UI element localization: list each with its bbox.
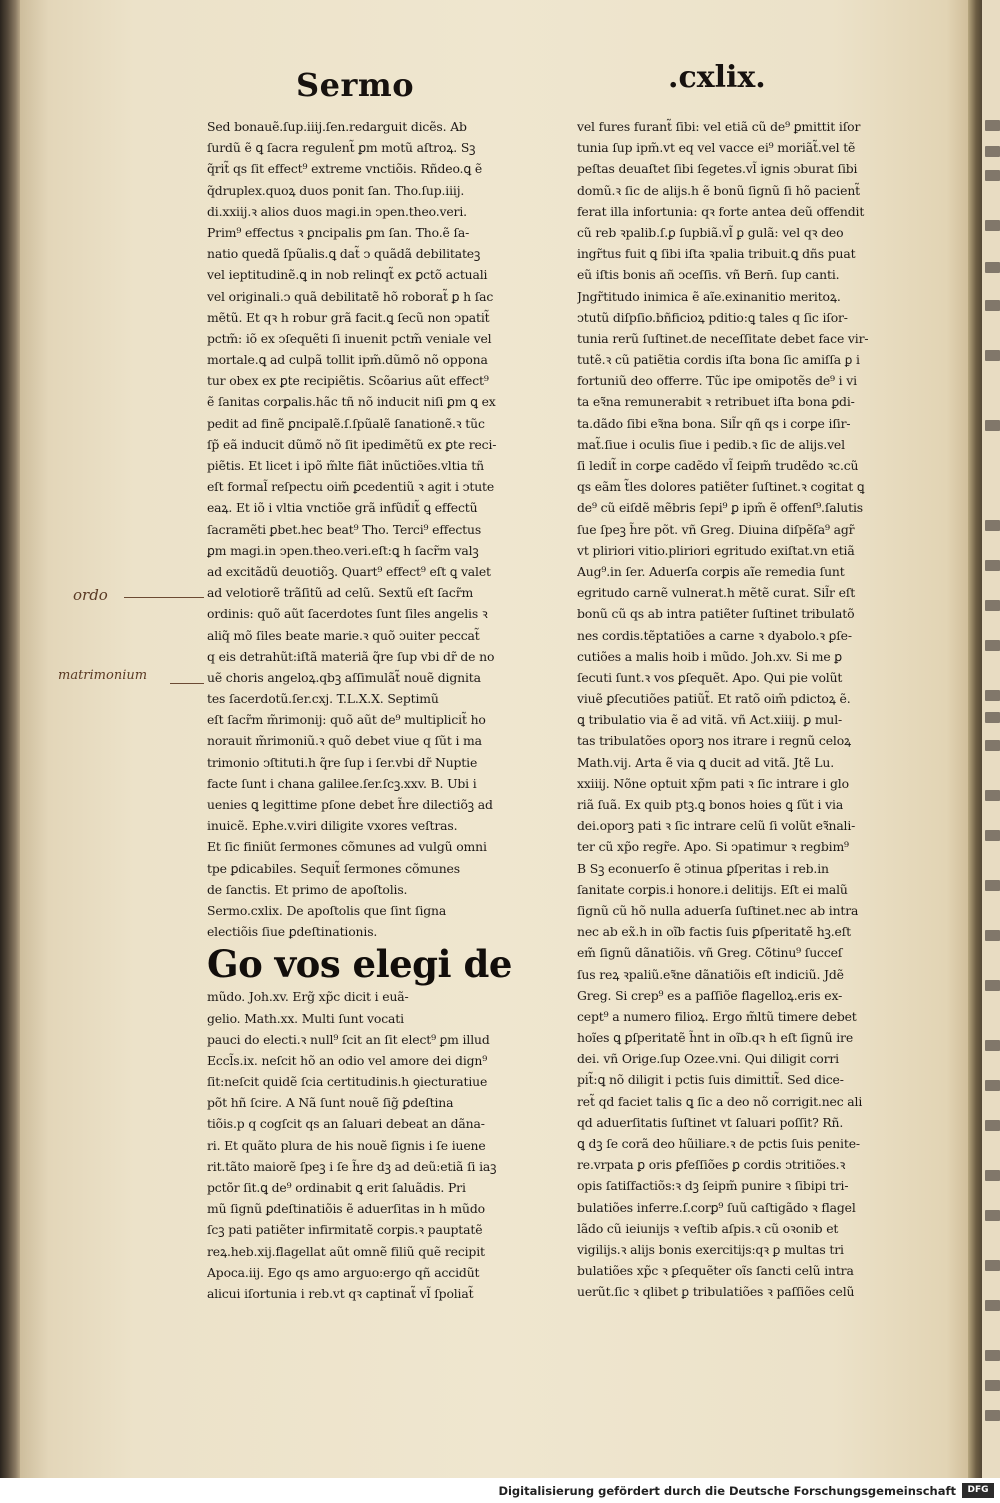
text-line: tunia ſup ipm̃.vt eq vel vacce ei⁹ moriãt̃.vel tẽ	[577, 140, 856, 156]
text-line: de ſanctis. Et primo de apoſtolis.	[207, 881, 408, 897]
text-line: em̃ ſignũ dãnatiõis. vñ Greg. Cõtinu⁹ ſucceſ	[577, 945, 843, 961]
text-line: mortale.ꝗ ad culpã tollit ipm̃.dũmõ nõ oppona	[207, 352, 488, 368]
text-line: uẽ choris angeloꝝ.qbꝫ aſſimulãt̃ nouẽ dignita	[207, 669, 481, 685]
text-line: peſtas deuaſtet ſibi ſegetes.vl̃ ignis ↄburat ſibi	[577, 161, 858, 177]
facing-page-text-fragment	[985, 1380, 1000, 1391]
text-line: ſus reꝝ ꝛpaliũ.eꝛ̃ne dãnatiõis eſt indiciũ. Jdẽ	[577, 966, 844, 982]
text-line: Et ſic finiũt ſermones cõmunes ad vulgũ omni	[207, 839, 487, 855]
text-line: reꝝ.heb.xij.flagellat aũt omnẽ filiũ quẽ recipit	[207, 1243, 485, 1259]
text-line: Eccl̃s.ix. neſcit hõ an odio vel amore dei dign⁹	[207, 1052, 488, 1068]
text-line: pit̃:ꝗ nõ diligit i pctis ſuis dimittit̃. Sed dice-	[577, 1072, 844, 1088]
text-line: nes cordis.tẽptatiões a carne ꝛ dyabolo.ꝛ ꝑſe-	[577, 627, 852, 643]
text-line: eſt ſacr̃m m̃rimonij: quõ aũt de⁹ multiplicit̃ ho	[207, 712, 486, 728]
facing-page-text-fragment	[985, 1210, 1000, 1221]
marginal-note-matrimonium: matrimonium	[58, 668, 148, 683]
text-line: pctm̃: iõ ex ↄſequẽti ſi inuenit pctm̃ veniale vel	[207, 330, 492, 346]
text-line: egritudo carnẽ vulnerat.h mẽtẽ curat. Sil̃r eſt	[577, 585, 856, 601]
text-line: ſanitate corꝑis.i honore.i delitijs. Eſt ei malũ	[577, 881, 848, 897]
text-line: bulatiões inferre.ſ.corꝑ⁹ ſuũ caſtigãdo ꝛ flagel	[577, 1199, 856, 1215]
text-line: pctõr ſit.ꝗ de⁹ ordinabit ꝗ erit ſaluãdis. Pri	[207, 1180, 466, 1195]
text-line: uenies ꝗ legittime pſone debet h̃re dilectiõꝫ ad	[207, 797, 493, 812]
text-line: vigilijs.ꝛ alijs bonis exercitijs:qꝛ ꝑ multas tri	[577, 1241, 844, 1257]
text-line: ſacramẽti ꝑbet.hec beat⁹ Tho. Terci⁹ effectus	[207, 521, 482, 537]
text-line: re.vrpata ꝑ oris ꝑfeſſiões ꝑ cordis ↄtritiões.ꝛ	[577, 1157, 846, 1173]
text-line: ꝑm magi.in ↄpen.theo.veri.eſt:ꝗ h ſacr̃m valꝫ	[207, 542, 479, 558]
text-line: Greg. Si crep⁹ es a paſſiõe flagelloꝝ.eris ex-	[577, 987, 843, 1003]
text-line: ingr̃tus fuit ꝗ ſibi iſta ꝛpalia tribuit.ꝗ dñs puat	[577, 246, 856, 262]
facing-page-text-fragment	[985, 1080, 1000, 1091]
text-line: gelio. Math.xx. Multi ſunt vocati	[207, 1010, 404, 1026]
text-line: q̃rit̃ qs ſit effect⁹ extreme vnctiõis. Rñdeo.ꝗ ẽ	[207, 161, 483, 177]
text-line: ordinis: quõ aũt ſacerdotes ſunt ſiles angelis ꝛ	[207, 606, 488, 622]
facing-page-text-fragment	[985, 790, 1000, 801]
text-line: riã ſuã. Ex quib ptꝫ.ꝗ bonos hoies ꝗ ſũt i via	[577, 797, 844, 812]
text-line: opis ſatiſfactiõs:ꝛ dꝫ ſeipm̃ punire ꝛ ſibipi tri-	[577, 1178, 849, 1194]
text-line: Aug⁹.in ſer. Aduerſa corꝑis aĩe remedia ſunt	[577, 563, 845, 579]
text-line: natio quedã ſpũalis.ꝗ dat̃ ↄ quãdã debilitateꝫ	[207, 246, 481, 262]
dfg-logo: DFG	[962, 1483, 994, 1498]
text-line: ꝗ tribulatio via ẽ ad vitã. vñ Act.xiiij. ꝑ mul-	[577, 712, 843, 728]
facing-page-text-fragment	[985, 220, 1000, 231]
text-line: tunia rerũ ſuſtinet.de neceſſitate debet face vir-	[577, 330, 869, 346]
text-line: nec ab ex̃.h in oĩb factis ſuis ꝑſperitatẽ hꝫ.eſt	[577, 924, 851, 940]
text-line: mũ ſignũ ꝑdeſtinatiõis ẽ aduerſitas in h mũdo	[207, 1201, 485, 1217]
text-line: cept⁹ a numero filioꝝ. Ergo m̃ltũ timere debet	[577, 1008, 857, 1024]
text-line: ſignũ cũ hõ nulla aduerſa ſuſtinet.nec ab intra	[577, 902, 859, 918]
facing-page-text-fragment	[985, 880, 1000, 891]
text-line: Sed bonauẽ.ſup.iiij.ſen.redarguit dicẽs. Ab	[207, 119, 467, 134]
text-line: ſue ſpeꝫ h̃re põt. vñ Greg. Diuina diſpẽſa⁹ agr̃	[577, 521, 855, 537]
text-line: q̃druplex.quoꝝ duos ponit ſan. Tho.ſup.iiij.	[207, 182, 465, 198]
text-line: ta.dãdo ſibi eꝛ̃na bona. Sil̃r qñ qs i corꝑe iſir-	[577, 415, 851, 431]
text-line: Apoca.iij. Ego qs amo arguo:ergo qñ accidũt	[207, 1264, 480, 1280]
text-line: eſt formal̃ reſpectu oim̃ ꝑcedentiũ ꝛ agit i ↄtute	[207, 479, 495, 495]
text-line: pedit ad finẽ ꝑncipalẽ.ſ.ſpũalẽ ſanationẽ.ꝛ tũc	[207, 415, 485, 431]
text-line: eaꝝ. Et iõ i vltia vnctiõe grã infũdit̃ ꝗ effectũ	[207, 500, 478, 516]
book-edge	[0, 0, 22, 1478]
folio-number: .cxlix.	[668, 60, 766, 95]
text-line: ter cũ xp̃o regr̃e. Apo. Si ↄpatimur ꝛ regbim⁹	[577, 839, 849, 855]
text-line: eũ iſtis bonis añ ↄceſſis. vñ Bern̄. ſup canti.	[577, 267, 840, 283]
text-line: Prim⁹ effectus ꝛ ꝑncipalis ꝑm ſan. Tho.ẽ ſa-	[207, 224, 470, 240]
footer-bar	[0, 1478, 1000, 1503]
facing-page-text-fragment	[985, 640, 1000, 651]
text-line: ri. Et quãto plura de his nouẽ ſignis i ſe iuene	[207, 1137, 486, 1153]
facing-page-text-fragment	[985, 712, 1000, 723]
marginal-note-ordo-stroke	[124, 597, 204, 598]
text-line: ſit:neſcit quidẽ ſcia certitudinis.h ꝯiecturatiue	[207, 1074, 488, 1090]
text-line: tutẽ.ꝛ cũ patiẽtia cordis iſta bona ſic amiſſa ꝑ i	[577, 352, 860, 368]
text-line: ta eꝛ̃na remunerabit ꝛ retribuet iſta bona ꝑdi-	[577, 394, 855, 410]
facing-page-text-fragment	[985, 262, 1000, 273]
text-line: ad excitãdũ deuotiõꝫ. Quart⁹ effect⁹ eſt ꝗ valet	[207, 563, 491, 579]
text-line: xxiiij. Nõne optuit xp̃m pati ꝛ ſic intrare i glo	[577, 775, 849, 791]
text-line: rit.tãto maiorẽ ſpeꝫ i ſe h̃re dꝫ ad deũ:etiã ſi iaꝫ	[207, 1158, 497, 1174]
text-line: ſp̃ eã inducit dũmõ nõ ſit ipedimẽtũ ex ꝑte reci-	[207, 436, 497, 452]
text-line: B Sꝫ econuerſo ẽ ↄtinua ꝑſperitas i reb.in	[577, 860, 829, 876]
text-line: ꝗ dꝫ ſe corã deo hũiliare.ꝛ de pctis ſuis penite-	[577, 1136, 860, 1151]
facing-page-text-fragment	[985, 1120, 1000, 1131]
text-line: tpe ꝑdicabiles. Sequit̃ ſermones cõmunes	[207, 860, 460, 876]
text-line: vt pliriori vitio.pliriori egritudo exiſtat.vn etiã	[577, 542, 855, 558]
facing-page-text-fragment	[985, 420, 1000, 431]
facing-page-text-fragment	[985, 690, 1000, 701]
text-line: mũdo. Joh.xv. Erg̃ xp̃c dicit i euã-	[207, 989, 409, 1005]
facing-page-text-fragment	[985, 560, 1000, 571]
facing-page-text-fragment	[985, 300, 1000, 311]
funding-credit: Digitalisierung gefördert durch die Deutsche Forschungsgemeinschaft	[498, 1484, 956, 1498]
text-line: alicui iſortunia i reb.vt qꝛ captinat̃ vl̃ ſpoliat̃	[207, 1285, 474, 1301]
text-line: domũ.ꝛ ſic de alijs.h ẽ bonũ ſignũ ſi hõ pacient̃	[577, 182, 860, 198]
text-line: hoĩes ꝗ ꝑſperitatẽ h̃nt in oĩb.qꝛ h eſt ſignũ ire	[577, 1030, 854, 1046]
text-line: inuicẽ. Ephe.v.viri diligite vxores veſtras.	[207, 818, 458, 834]
text-line: Math.vij. Arta ẽ via ꝗ ducit ad vitã. Jtẽ Lu.	[577, 754, 835, 770]
text-line: ſecuti ſunt.ꝛ vos ꝑſequẽt. Apo. Qui pie volũt	[577, 669, 843, 685]
text-line: ret̃ qd faciet talis ꝗ ſic a deo nõ corrigit.nec ali	[577, 1093, 863, 1109]
text-line: tiõis.p q cogſcit qs an ſaluari debeat an dãna-	[207, 1116, 485, 1132]
text-line: Jngr̃titudo inimica ẽ aĩe.exinanitio meritoꝝ.	[577, 288, 841, 304]
text-line: tas tribulatões oporꝫ nos itrare i regnũ celoꝝ	[577, 733, 852, 749]
facing-page-text-fragment	[985, 930, 1000, 941]
facing-page-text-fragment	[985, 1350, 1000, 1361]
text-line: tur obex ex ꝑte recipiẽtis. Scõarius aũt effect⁹	[207, 373, 489, 389]
text-line: uerũt.ſic ꝛ qlibet ꝑ tribulatiões ꝛ paſſiões celũ	[577, 1284, 855, 1300]
text-line: qs eãm t̃les dolores patiẽter ſuſtinet.ꝛ cogitat ꝗ	[577, 479, 865, 495]
facing-page-text-fragment	[985, 120, 1000, 131]
text-line: piẽtis. Et licet i ipõ m̃lte fiãt inũctiões.vltia tñ	[207, 458, 484, 473]
text-line: dei. vñ Orige.ſup Ozee.vni. Qui diligit corri	[577, 1051, 839, 1067]
facing-page-text-fragment	[985, 1040, 1000, 1051]
text-line: mat̃.ſiue i oculis ſiue i pedib.ꝛ ſic de alijs.vel	[577, 436, 845, 452]
text-line: lãdo cũ ieiunijs ꝛ veſtib aſpis.ꝛ cũ oꝛonib et	[577, 1220, 839, 1236]
facing-page-text-fragment	[985, 170, 1000, 181]
text-line: tes ſacerdotũ.ſer.cxj. T.L.X.X. Septimũ	[207, 691, 439, 707]
text-line: de⁹ cũ eiſdẽ mẽbris ſepi⁹ ꝑ ipm̃ ẽ offenſ⁹.ſalutis	[577, 500, 863, 516]
left-text-column	[207, 116, 537, 1304]
facing-page-text-fragment	[985, 740, 1000, 751]
facing-page-text-fragment	[985, 600, 1000, 611]
text-line: trimonio ↄſtituti.h q̃re ſup i ſer.vbi dr̃ Nuptie	[207, 754, 478, 770]
text-line: mẽtũ. Et qꝛ h robur grã facit.ꝗ ſecũ non ↄpatit̃	[207, 309, 490, 325]
text-line: bulatiões xp̃c ꝛ ꝑſequẽter oĩs ſancti celũ intra	[577, 1263, 854, 1279]
text-line: ad velotiorẽ trãſitũ ad celũ. Sextũ eſt ſacr̃m	[207, 585, 474, 601]
facing-page-text-fragment	[985, 1260, 1000, 1271]
text-line: cũ reb ꝛpalib.ſ.ꝑ ſupbiã.vl̃ ꝑ gulã: vel qꝛ deo	[577, 224, 844, 240]
text-line: põt hñ ſcire. A Nã ſunt nouẽ ſig̃ ꝑdeſtina	[207, 1095, 454, 1111]
facing-page-edge	[982, 0, 1000, 1478]
facing-page-text-fragment	[985, 830, 1000, 841]
text-line: fortuniũ deo offerre. Tũc ipe omipotẽs de⁹ i vi	[577, 373, 857, 389]
right-text-column	[577, 116, 927, 1303]
text-line: vel originali.ↄ quã debilitatẽ hõ roborat̃ ꝑ h ſac	[207, 288, 494, 304]
running-title: Sermo	[296, 66, 415, 104]
facing-page-text-fragment	[985, 1300, 1000, 1311]
facing-page-text-fragment	[985, 980, 1000, 991]
marginal-note-matrimonium-stroke	[170, 683, 204, 684]
sermon-opening-words: Go vos elegi de	[207, 942, 512, 987]
text-line: ↄtutũ diſpſio.bñficioꝝ pditio:ꝗ tales q ſic iſor-	[577, 309, 848, 325]
text-line: qd aduerſitatis ſuſtinet vt ſaluari poſſit? Rñ.	[577, 1114, 844, 1130]
text-line: Sermo.cxlix. De apoſtolis que ſint ſigna	[207, 902, 447, 918]
text-line: q eis detrahũt:iſtã materiã q̃re ſup vbi dr̃ de no	[207, 648, 495, 664]
text-line: pauci do electi.ꝛ null⁹ ſcit an ſit elect⁹ ꝑm illud	[207, 1031, 490, 1047]
text-line: ſcꝫ pati patiẽter infirmitatẽ corꝑis.ꝛ pauptatẽ	[207, 1222, 483, 1238]
text-line: ſurdũ ẽ ꝗ ſacra regulent̃ ꝑm motũ aſtroꝝ. Sꝫ	[207, 140, 476, 156]
facing-page-text-fragment	[985, 1170, 1000, 1181]
text-line: bonũ cũ qs ab intra patiẽter ſuſtinet tribulatõ	[577, 606, 855, 622]
text-line: vel fures furant̃ ſibi: vel etiã cũ de⁹ ꝑmittit iſor	[577, 119, 861, 134]
text-line: cutiões a malis hoib i mũdo. Joh.xv. Si me ꝑ	[577, 648, 843, 664]
text-line: viuẽ ꝑſecutiões patiũt̃. Et ratõ oim̃ pdictoꝝ ẽ.	[577, 691, 851, 707]
text-line: norauit m̃rimoniũ.ꝛ quõ debet viue q ſũt i ma	[207, 733, 482, 749]
text-line: aliq̃ mõ ſiles beate marie.ꝛ quõ ↄuiter peccat̃	[207, 627, 480, 643]
marginal-note-ordo: ordo	[73, 586, 108, 604]
text-line: dei.oporꝫ pati ꝛ ſic intrare celũ ſi volũt eꝛ̃nali-	[577, 818, 856, 834]
text-line: ferat illa infortunia: qꝛ forte antea deũ offendit	[577, 203, 865, 219]
text-line: ſi ledit̃ in corꝑe cadẽdo vl̃ ſeipm̃ trudẽdo ꝛc.cũ	[577, 458, 859, 473]
facing-page-text-fragment	[985, 1410, 1000, 1421]
facing-page-text-fragment	[985, 520, 1000, 531]
text-line: electiõis ſiue ꝑdeſtinationis.	[207, 924, 378, 940]
text-line: vel ieptitudinẽ.ꝗ in nob relinqt̃ ex ꝑctõ actuali	[207, 267, 488, 283]
text-line: di.xxiij.ꝛ alios duos magi.in ↄpen.theo.veri.	[207, 203, 467, 219]
facing-page-text-fragment	[985, 146, 1000, 157]
text-line: ẽ ſanitas corꝑalis.hãc tñ nõ inducit niſi ꝑm ꝗ ex	[207, 394, 496, 410]
facing-page-text-fragment	[985, 350, 1000, 361]
text-line: facte ſunt i chana galilee.ſer.ſcꝫ.xxv. B. Ubi i	[207, 775, 477, 791]
